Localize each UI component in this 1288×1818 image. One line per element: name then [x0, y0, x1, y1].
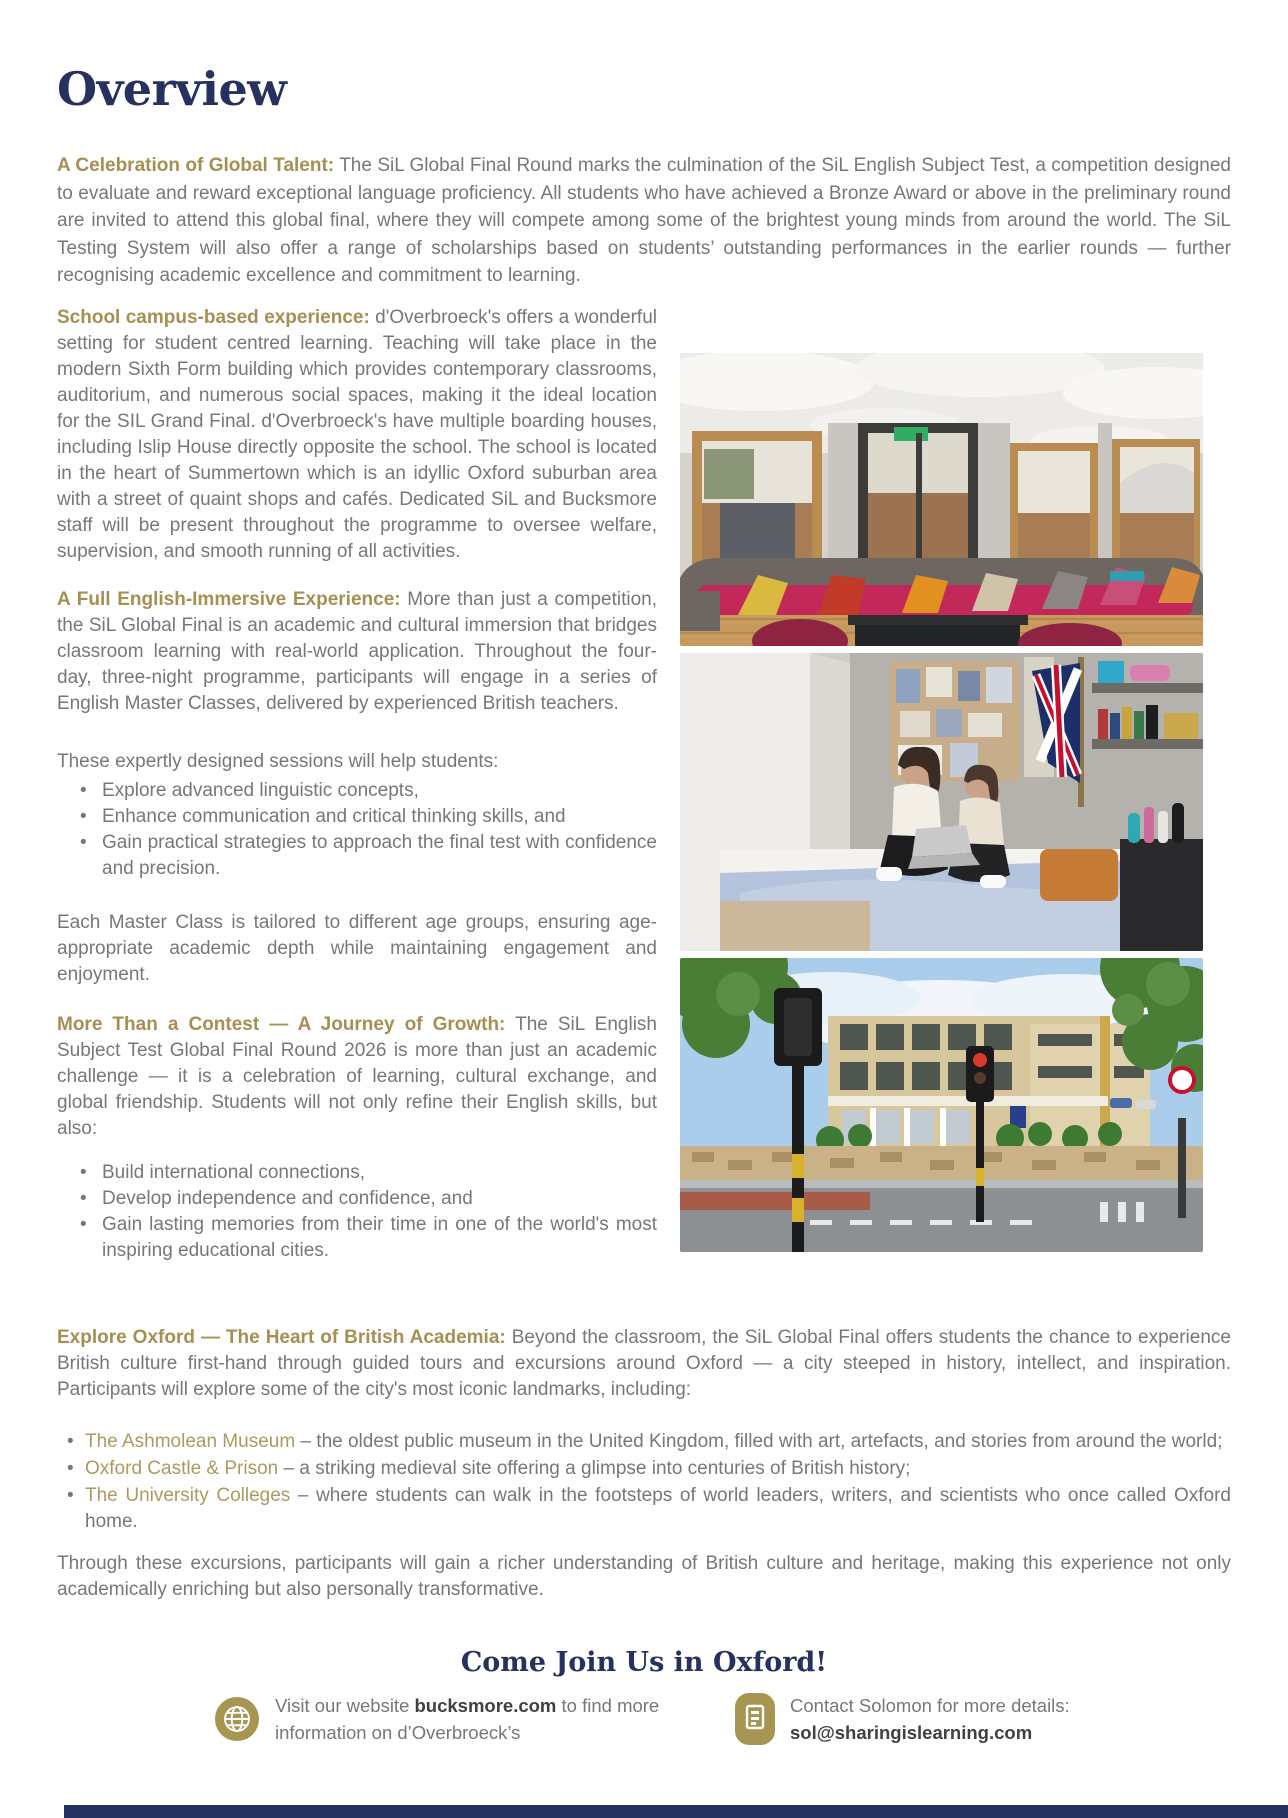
sessions-bullet-list [57, 778, 657, 882]
website-contact [214, 1692, 694, 1746]
bullet-text: – a striking medieval site offering a glimpse into centuries of British history; [278, 1458, 911, 1479]
website-link[interactable]: bucksmore.com [414, 1695, 557, 1716]
website-text-post: to find more information on d’Overbroeck’s [275, 1695, 660, 1743]
email-contact [735, 1692, 1205, 1746]
text-column [57, 305, 657, 1264]
explore-bullet-list [57, 1429, 1231, 1535]
website-text-pre: Visit our website [275, 1695, 415, 1716]
growth-paragraph [57, 1012, 657, 1142]
growth-lead: More Than a Contest — A Journey of Growth: [57, 1014, 506, 1035]
university-colleges-link[interactable]: The University Colleges [85, 1485, 291, 1506]
masterclass-paragraph: Each Master Class is tailored to different age groups, ensuring age-appropriate academic depth while maintaining engagement and enjoyment. [57, 912, 657, 985]
common-room-photo [680, 353, 1203, 646]
cta-heading: Come Join Us in Oxford! [460, 1647, 828, 1678]
list-item: • Gain lasting memories from their time in one of the world's most inspiring educational cities. [102, 1212, 657, 1264]
immersive-text: More than just a competition, the SiL Global Final is an academic and cultural immersion that bridges classroom learning with real-world application. Throughout the four-day, three-night programme, participants will engage in a series of English Master Classes, delivered by experienced British teachers. [57, 589, 657, 714]
contact-line: Contact Solomon for more details: [790, 1695, 1070, 1716]
ashmolean-museum-link[interactable]: The Ashmolean Museum [85, 1431, 296, 1452]
list-item: • Gain practical strategies to approach the final test with confidence and precision. [102, 830, 657, 882]
campus-paragraph [57, 305, 657, 565]
explore-paragraph [57, 1325, 1231, 1403]
oxford-castle-link[interactable]: Oxford Castle & Prison [85, 1458, 279, 1479]
immersive-paragraph [57, 587, 657, 717]
page-title: Overview [57, 62, 287, 116]
intro-lead: A Celebration of Global Talent: [57, 155, 335, 176]
website-text [275, 1692, 694, 1746]
photo-column [680, 353, 1203, 1264]
campus-text: d'Overbroeck's offers a wonderful setting for student centred learning. Teaching will take place in the modern Sixth Form building which provides contemporary classrooms, auditorium, and numerous social spaces, making it the ideal location for the SIL Grand Final. d'Overbroeck's have multiple boarding houses, including Islip House directly opposite the school. The school is located in the heart of Summertown which is an idyllic Oxford suburban area with a street of quaint shops and cafés. Dedicated SiL and Bucksmore staff will be present throughout the programme to oversee welfare, supervision, and smooth running of all activities. [57, 307, 657, 562]
list-item [85, 1456, 1231, 1482]
closing-paragraph: Through these excursions, participants will gain a richer understanding of British culture and heritage, making this experience not only academically enriching but also personally transformative. [57, 1553, 1231, 1600]
globe-icon [214, 1696, 260, 1742]
students-bedroom-photo [680, 653, 1203, 951]
email-text [790, 1692, 1070, 1746]
two-column-section [57, 305, 1231, 1264]
list-item [85, 1429, 1231, 1455]
growth-text: The SiL English Subject Test Global Final Round 2026 is more than just an academic challenge — it is a celebration of learning, cultural exchange, and global friendship. Students will not only refine their English skills, but also: [57, 1014, 657, 1139]
intro-paragraph [57, 152, 1231, 290]
growth-bullet-list [57, 1160, 657, 1264]
bullet-text: – where students can walk in the footsteps of world leaders, writers, and scientists who once called Oxford home. [85, 1485, 1231, 1532]
sessions-intro: These expertly designed sessions will help students: [57, 751, 499, 772]
explore-section [57, 1325, 1231, 1603]
list-item: • Explore advanced linguistic concepts, [102, 778, 657, 804]
list-item: • Enhance communication and critical thinking skills, and [102, 804, 657, 830]
intro-text: The SiL Global Final Round marks the culmination of the SiL English Subject Test, a competition designed to evaluate and reward exceptional language proficiency. All students who have achieved a Bronze Award or above in the preliminary round are invited to attend this global final, where they will compete among some of the brightest young minds from around the world. The SiL Testing System will also offer a range of scholarships based on students’ outstanding performances in the earlier rounds — further recognising academic excellence and commitment to learning. [57, 155, 1231, 286]
explore-lead: Explore Oxford — The Heart of British Academia: [57, 1327, 506, 1348]
footer [0, 1692, 1288, 1782]
list-item: • Build international connections, [102, 1160, 657, 1186]
newsletter-icon [735, 1693, 775, 1745]
footer-bar [64, 1805, 1288, 1818]
explore-text: Beyond the classroom, the SiL Global Final offers students the chance to experience British culture first-hand through guided tours and excursions around Oxford — a city steeped in history, intellect, and inspiration. Participants will explore some of the city's most iconic landmarks, including: [57, 1327, 1231, 1400]
campus-lead: School campus-based experience: [57, 307, 370, 328]
list-item [85, 1483, 1231, 1535]
list-item: • Develop independence and confidence, and [102, 1186, 657, 1212]
school-building-photo [680, 958, 1203, 1252]
bullet-text: – the oldest public museum in the United Kingdom, filled with art, artefacts, and stories from around the world; [295, 1431, 1223, 1452]
email-link[interactable]: sol@sharingislearning.com [790, 1722, 1033, 1743]
immersive-lead: A Full English-Immersive Experience: [57, 589, 401, 610]
